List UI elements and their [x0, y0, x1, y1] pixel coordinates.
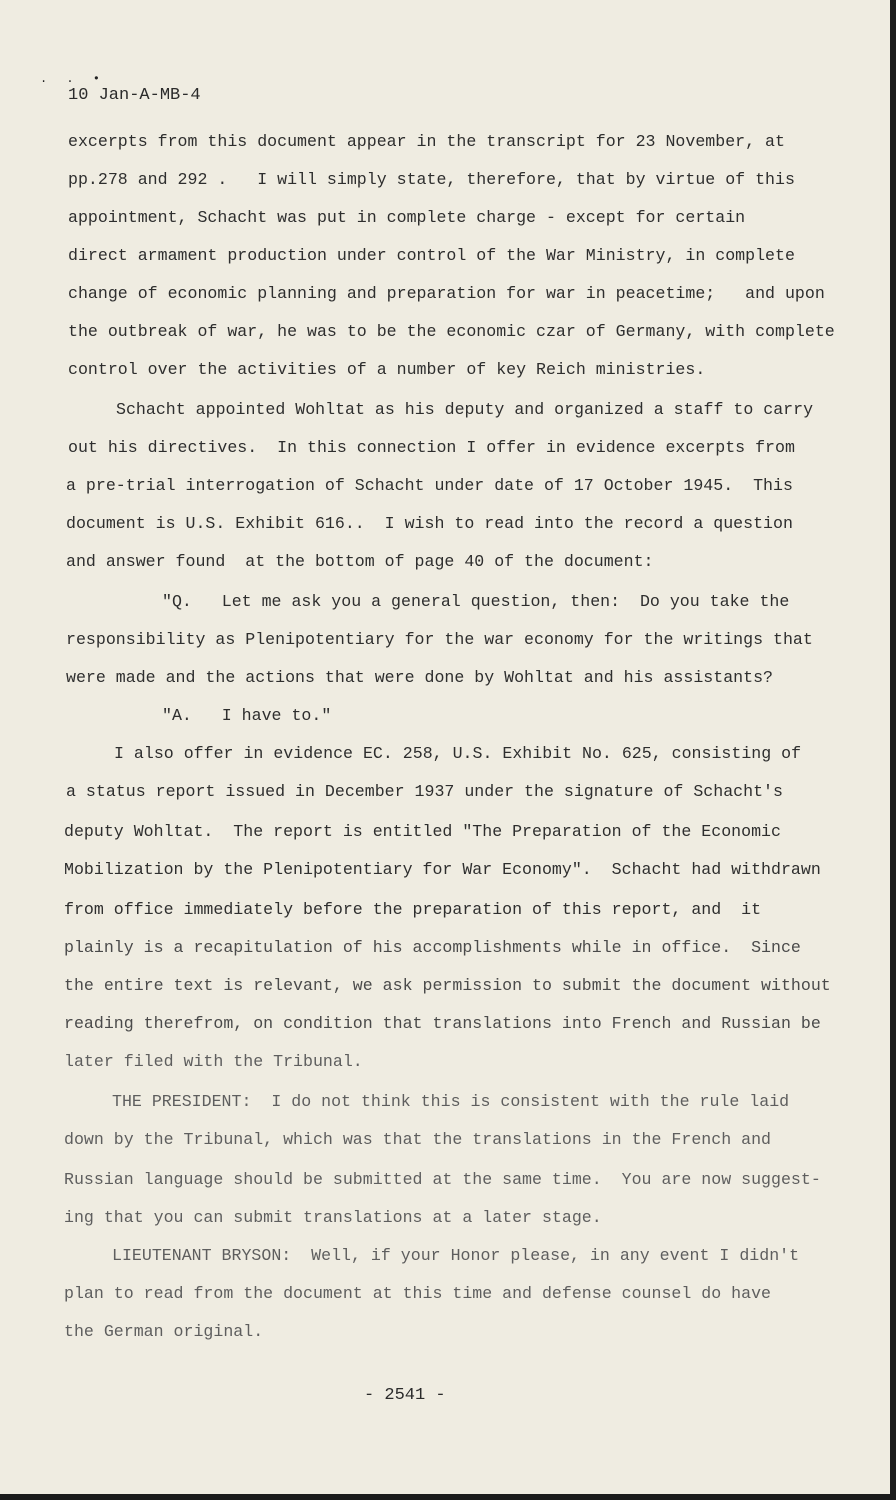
text-line: control over the activities of a number of key Reich ministries.	[68, 360, 706, 379]
text-line: responsibility as Plenipotentiary for the war economy for the writings that	[66, 630, 813, 649]
text-line: were made and the actions that were done by Wohltat and his assistants?	[66, 668, 774, 687]
text-line: the outbreak of war, he was to be the economic czar of Germany, with complete	[68, 322, 835, 341]
text-line: plan to read from the document at this time and defense counsel do have	[64, 1284, 772, 1303]
text-line: I also offer in evidence EC. 258, U.S. Exhibit No. 625, consisting of	[114, 744, 802, 763]
text-line: a pre-trial interrogation of Schacht under date of 17 October 1945. This	[66, 476, 793, 495]
text-line: LIEUTENANT BRYSON: Well, if your Honor please, in any event I didn't	[112, 1246, 800, 1265]
text-line: later filed with the Tribunal.	[64, 1052, 363, 1071]
text-line: ing that you can submit translations at a later stage.	[64, 1208, 602, 1227]
text-line: Russian language should be submitted at the same time. You are now suggest-	[64, 1170, 821, 1189]
text-line: direct armament production under control of the War Ministry, in complete	[68, 246, 795, 265]
text-line: reading therefrom, on condition that translations into French and Russian be	[64, 1014, 821, 1033]
text-line: appointment, Schacht was put in complete charge - except for certain	[68, 208, 746, 227]
header-code: 10 Jan-A-MB-4	[68, 86, 201, 105]
text-line: down by the Tribunal, which was that the translations in the French and	[64, 1130, 772, 1149]
text-line: Schacht appointed Wohltat as his deputy and organized a staff to carry	[116, 400, 814, 419]
text-line: change of economic planning and preparation for war in peacetime; and upon	[68, 284, 825, 303]
text-line: the entire text is relevant, we ask permission to submit the document without	[64, 976, 831, 995]
text-line: "Q. Let me ask you a general question, then: Do you take the	[162, 592, 790, 611]
text-line: Mobilization by the Plenipotentiary for War Economy". Schacht had withdrawn	[64, 860, 821, 879]
text-line: a status report issued in December 1937 under the signature of Schacht's	[66, 782, 783, 801]
text-line: plainly is a recapitulation of his accomplishments while in office. Since	[64, 938, 801, 957]
text-line: the German original.	[64, 1322, 264, 1341]
text-line: and answer found at the bottom of page 40 of the document:	[66, 552, 654, 571]
text-line: pp.278 and 292 . I will simply state, therefore, that by virtue of this	[68, 170, 795, 189]
text-line: excerpts from this document appear in the transcript for 23 November, at	[68, 132, 785, 151]
page-number: - 2541 -	[364, 1386, 446, 1405]
text-line: document is U.S. Exhibit 616.. I wish to read into the record a question	[66, 514, 793, 533]
text-line: out his directives. In this connection I offer in evidence excerpts from	[68, 438, 795, 457]
corner-marks: . . •	[40, 72, 107, 86]
text-line: "A. I have to."	[162, 706, 332, 725]
text-line: THE PRESIDENT: I do not think this is consistent with the rule laid	[112, 1092, 790, 1111]
text-line: deputy Wohltat. The report is entitled "The Preparation of the Economic	[64, 822, 781, 841]
text-line: from office immediately before the preparation of this report, and it	[64, 900, 762, 919]
